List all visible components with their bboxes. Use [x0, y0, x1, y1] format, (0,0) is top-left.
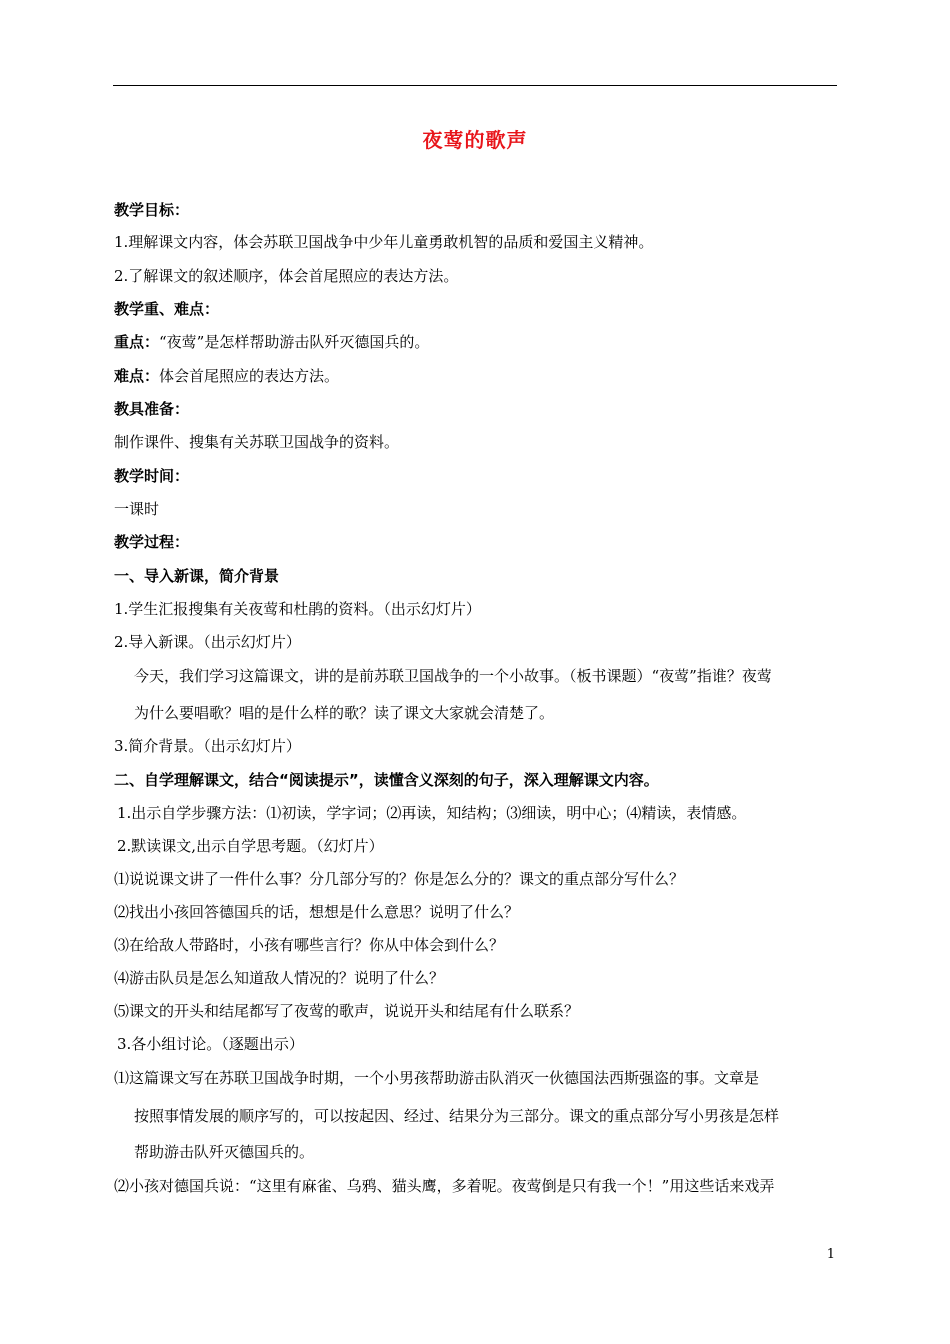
- time-text: 一课时: [114, 500, 160, 518]
- section-1-paragraph-cont: 为什么要唱歌？唱的是什么样的歌？读了课文大家就会清楚了。: [134, 704, 555, 722]
- question-5: ⑸课文的开头和结尾都写了夜莺的歌声，说说开头和结尾有什么联系？: [114, 1002, 580, 1020]
- section-1-item-2: 2.导入新课。（出示幻灯片）: [114, 633, 301, 651]
- key-heading: 教学重、难点：: [114, 300, 220, 318]
- section-2-item-1: 1.出示自学步骤方法：⑴初读，学字词；⑵再读，知结构；⑶细读，明中心；⑷精读，表情感。: [117, 804, 747, 822]
- process-heading: 教学过程：: [114, 533, 190, 551]
- diff-text: 体会首尾照应的表达方法。: [159, 367, 340, 385]
- answer-1: ⑴这篇课文写在苏联卫国战争时期，一个小男孩帮助游击队消灭一伙德国法西斯强盗的事。文章是: [114, 1069, 760, 1087]
- header-rule: [113, 85, 837, 86]
- section-1-heading: 一、导入新课，简介背景: [114, 567, 280, 585]
- diff-label: 难点：: [114, 367, 160, 385]
- difficulty-point: [114, 366, 844, 386]
- time-heading: 教学时间：: [114, 467, 190, 485]
- question-4: ⑷游击队员是怎么知道敌人情况的？说明了什么？: [114, 969, 445, 987]
- goal-1: 1.理解课文内容，体会苏联卫国战争中少年儿童勇敢机智的品质和爱国主义精神。: [114, 233, 654, 251]
- section-2-item-3: 3.各小组讨论。（逐题出示）: [117, 1035, 304, 1053]
- page-number: 1: [826, 1247, 835, 1262]
- goal-2: 2.了解课文的叙述顺序，体会首尾照应的表达方法。: [114, 267, 459, 285]
- question-2: ⑵找出小孩回答德国兵的话，想想是什么意思？说明了什么？: [114, 903, 520, 921]
- section-2-heading: 二、自学理解课文，结合“阅读提示”，读懂含义深刻的句子，深入理解课文内容。: [114, 771, 659, 789]
- section-2-item-2: 2.默读课文,出示自学思考题。（幻灯片）: [117, 837, 384, 855]
- prep-text: 制作课件、搜集有关苏联卫国战争的资料。: [114, 433, 400, 451]
- answer-1-cont: 按照事情发展的顺序写的，可以按起因、经过、结果分为三部分。课文的重点部分写小男孩是怎样: [134, 1107, 780, 1125]
- section-1-item-3: 3.简介背景。（出示幻灯片）: [114, 737, 301, 755]
- key-label: 重点：: [114, 333, 160, 351]
- key-text: “夜莺”是怎样帮助游击队歼灭德国兵的。: [159, 333, 430, 351]
- question-3: ⑶在给敌人带路时，小孩有哪些言行？你从中体会到什么？: [114, 936, 505, 954]
- question-1: ⑴说说课文讲了一件什么事？分几部分写的？你是怎么分的？课文的重点部分写什么？: [114, 870, 685, 888]
- goal-heading: 教学目标：: [114, 201, 190, 219]
- document-title: 夜莺的歌声: [422, 128, 528, 152]
- key-point: [114, 332, 844, 352]
- prep-heading: 教具准备：: [114, 400, 190, 418]
- section-1-item-1: 1.学生汇报搜集有关夜莺和杜鹃的资料。（出示幻灯片）: [114, 600, 481, 618]
- answer-1-end: 帮助游击队歼灭德国兵的。: [134, 1143, 315, 1161]
- answer-2: ⑵小孩对德国兵说：“这里有麻雀、乌鸦、猫头鹰，多着呢。夜莺倒是只有我一个！”用这些话来戏弄: [114, 1177, 775, 1195]
- section-1-paragraph: 今天，我们学习这篇课文，讲的是前苏联卫国战争的一个小故事。（板书课题）“夜莺”指谁？夜莺: [134, 667, 772, 685]
